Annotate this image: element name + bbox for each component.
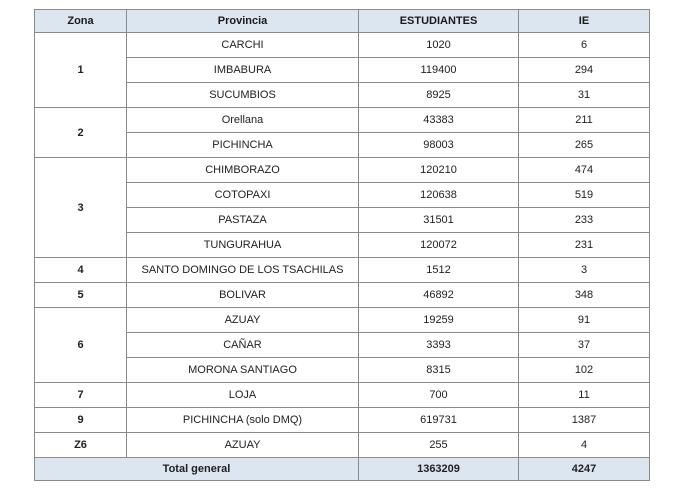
- estudiantes-cell: 120210: [359, 158, 519, 183]
- table-row: [35, 308, 650, 333]
- provincia-cell: AZUAY: [127, 433, 359, 458]
- provincia-cell: IMBABURA: [127, 58, 359, 83]
- ie-cell: 1387: [519, 408, 650, 433]
- table-row: [35, 408, 650, 433]
- ie-cell: 233: [519, 208, 650, 233]
- provincia-cell: COTOPAXI: [127, 183, 359, 208]
- provincia-cell: SANTO DOMINGO DE LOS TSACHILAS: [127, 258, 359, 283]
- ie-cell: 211: [519, 108, 650, 133]
- estudiantes-cell: 1512: [359, 258, 519, 283]
- table-row: [35, 133, 650, 158]
- zona-cell: 7: [35, 383, 127, 408]
- zona-cell: 4: [35, 258, 127, 283]
- table-row: [35, 433, 650, 458]
- estudiantes-cell: 119400: [359, 58, 519, 83]
- table-row: [35, 33, 650, 58]
- estudiantes-cell: 255: [359, 433, 519, 458]
- ie-cell: 37: [519, 333, 650, 358]
- estudiantes-cell: 120072: [359, 233, 519, 258]
- header-row: [35, 10, 650, 33]
- table-row: [35, 358, 650, 383]
- table-body: [35, 33, 650, 458]
- estudiantes-cell: 700: [359, 383, 519, 408]
- provincia-cell: CHIMBORAZO: [127, 158, 359, 183]
- zona-cell: 9: [35, 408, 127, 433]
- header-ie: IE: [519, 10, 650, 33]
- provincia-cell: CARCHI: [127, 33, 359, 58]
- provincia-cell: MORONA SANTIAGO: [127, 358, 359, 383]
- total-estudiantes: 1363209: [359, 458, 519, 481]
- ie-cell: 3: [519, 258, 650, 283]
- estudiantes-cell: 619731: [359, 408, 519, 433]
- table-row: [35, 108, 650, 133]
- provincia-cell: AZUAY: [127, 308, 359, 333]
- zona-cell: 1: [35, 33, 127, 108]
- ie-cell: 91: [519, 308, 650, 333]
- estudiantes-cell: 8925: [359, 83, 519, 108]
- table-row: [35, 158, 650, 183]
- total-label: Total general: [35, 458, 359, 481]
- total-ie: 4247: [519, 458, 650, 481]
- provincia-cell: PICHINCHA: [127, 133, 359, 158]
- ie-cell: 265: [519, 133, 650, 158]
- ie-cell: 102: [519, 358, 650, 383]
- estudiantes-cell: 8315: [359, 358, 519, 383]
- zona-cell: 6: [35, 308, 127, 383]
- table-row: [35, 208, 650, 233]
- provincia-cell: PICHINCHA (solo DMQ): [127, 408, 359, 433]
- header-provincia: Provincia: [127, 10, 359, 33]
- data-table-container: [34, 9, 649, 481]
- provincia-cell: Orellana: [127, 108, 359, 133]
- zona-cell: 2: [35, 108, 127, 158]
- header-zona: Zona: [35, 10, 127, 33]
- table-row: [35, 333, 650, 358]
- ie-cell: 4: [519, 433, 650, 458]
- table-row: [35, 383, 650, 408]
- provincia-cell: BOLIVAR: [127, 283, 359, 308]
- estudiantes-cell: 98003: [359, 133, 519, 158]
- zona-cell: 5: [35, 283, 127, 308]
- table-row: [35, 58, 650, 83]
- total-row: [35, 458, 650, 481]
- students-by-zone-table: [34, 9, 650, 481]
- ie-cell: 348: [519, 283, 650, 308]
- header-estudiantes: ESTUDIANTES: [359, 10, 519, 33]
- provincia-cell: CAÑAR: [127, 333, 359, 358]
- ie-cell: 474: [519, 158, 650, 183]
- zona-cell: Z6: [35, 433, 127, 458]
- table-row: [35, 183, 650, 208]
- ie-cell: 6: [519, 33, 650, 58]
- table-row: [35, 233, 650, 258]
- estudiantes-cell: 43383: [359, 108, 519, 133]
- estudiantes-cell: 19259: [359, 308, 519, 333]
- provincia-cell: SUCUMBIOS: [127, 83, 359, 108]
- estudiantes-cell: 46892: [359, 283, 519, 308]
- estudiantes-cell: 3393: [359, 333, 519, 358]
- ie-cell: 231: [519, 233, 650, 258]
- provincia-cell: PASTAZA: [127, 208, 359, 233]
- ie-cell: 11: [519, 383, 650, 408]
- estudiantes-cell: 31501: [359, 208, 519, 233]
- provincia-cell: TUNGURAHUA: [127, 233, 359, 258]
- ie-cell: 31: [519, 83, 650, 108]
- table-row: [35, 83, 650, 108]
- ie-cell: 519: [519, 183, 650, 208]
- provincia-cell: LOJA: [127, 383, 359, 408]
- estudiantes-cell: 1020: [359, 33, 519, 58]
- estudiantes-cell: 120638: [359, 183, 519, 208]
- table-row: [35, 283, 650, 308]
- table-row: [35, 258, 650, 283]
- zona-cell: 3: [35, 158, 127, 258]
- ie-cell: 294: [519, 58, 650, 83]
